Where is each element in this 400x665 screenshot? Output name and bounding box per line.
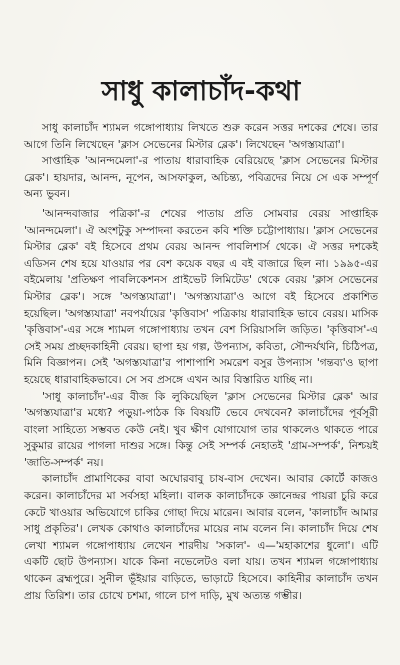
page-title: সাধু কালাচাঁদ-কথা: [101, 76, 301, 107]
page-body: [24, 120, 378, 604]
paragraph: 'আনন্দবাজার পত্রিকা'-র শেষের পাতায় প্রতি সোমবার বেরয় সাপ্তাহিক 'আনন্দমেলা'। ঐ অংশটুকু সম্পাদনা করতেন কবি শক্তি চট্টোপাধ্যায়। 'ক্লাস সেভেনের মিস্টার ব্লেক' বই হিসেবে প্রথম বেরয় আনন্দ পাবলিশার্স থেকে। ঐ সত্তর দশকেই এডিসন শেষ হয়ে যাওয়ার পর বেশ কয়েক বছর এ বই বাজারে ছিল না। ১৯৯৫-এর বইমেলায় 'প্রতিক্ষণ পাবলিকেশনস প্রাইভেট লিমিটেড' থেকে বেরয় 'ক্লাস সেভেনের মিস্টার ব্লেক'। সঙ্গে 'অগস্ত্যযাত্রা'। 'অগস্ত্যযাত্রা'ও আগে বই হিসেবে প্রকাশিত হয়েছিল। 'অগস্ত্যযাত্রা' নবপর্যায়ের 'কৃত্তিবাস' পত্রিকায় ধারাবাহিক ভাবে বেরয়। মাসিক 'কৃত্তিবাস'-এর সঙ্গে শ্যামল গঙ্গোপাধ্যায় তখন বেশ সিরিয়াসলি জড়িত। 'কৃত্তিবাস'-এ সেই সময় প্রচ্ছদকাহিনী বেরয়। ছাপা হয় গল্প, উপন্যাস, কবিতা, সৌন্দর্যখনি, চিঠিপত্র, মিনি বিজ্ঞাপন। সেই 'অগস্ত্যযাত্রা'র পাশাপাশি সমরেশ বসুর উপন্যাস 'গন্তব্য'ও ছাপা হয়েছে ধারাবাহিকভাবে। সে সব প্রসঙ্গে এখন আর বিস্তারিত যাচ্ছি না।: [24, 207, 378, 386]
paragraph: সাপ্তাহিক 'আনন্দমেলা'-র পাতায় ধারাবাহিক বেরিয়েছে 'ক্লাস সেভেনের মিস্টার ব্লেক'। হায়দার, আনন্দ, নূপেন, আসফাকুল, অচিন্ত্য, পবিত্রদের নিয়ে সে এক সম্পূর্ণ অন্য ভুবন।: [24, 155, 378, 201]
paragraph: কালাচাঁদ প্রামাণিকের বাবা অঘোরবাবু চাষ-বাস দেখেন। আবার কোর্টে কাজও করেন। কালাচাঁদের মা সর্বসহা মহিলা। বালক কালাচাঁদকে জ্ঞানেন্দ্রর পায়রা চুরি করে কেটে খাওয়ার অভিযোগে চাকির গোছা দিয়ে মারেন। আবার বলেন, 'কালাচাঁদ আমার সাধু প্রকৃতির'। লেখক কোথাও কালাচাঁদের মায়ের নাম বলেন নি। কালাচাঁদ দিয়ে শেষ লেখা শ্যামল গঙ্গোপাধ্যায় লেখেন শারদীয় 'সকাল'- এ—'মহাকাশের ধুলো'। এটি একটি ছোট উপন্যাস। যাকে কিনা নভেলেটও বলা যায়। তখন শ্যামল গঙ্গোপাধ্যায় থাকেন ব্রহ্মপুরে। সুনীল ভূঁইয়ার বাড়িতে, ভাড়াটে হিসেবে। কাহিনীর কালাচাঁদ তখন প্রায় তিরিশ। তার চোখে চশমা, গালে চাপ দাড়ি, মুখ অত্যন্ত গম্ভীর।: [24, 473, 378, 602]
paragraph: সাধু কালাচাঁদ শ্যামল গঙ্গোপাধ্যায় লিখতে শুরু করেন সত্তর দশকের শেষে। তার আগে তিনি লিখেছেন 'ক্লাস সেভেনের মিস্টার ব্লেক'। লিখেছেন 'অগস্ত্যযাত্রা'।: [24, 122, 378, 151]
paragraph: 'সাধু কালাচাঁদ'-এর বীজ কি লুকিয়েছিল 'ক্লাস সেভেনের মিস্টার ব্লেক' আর 'অগস্ত্যযাত্রা'র মধ্যে? পড়ুয়া-পাঠক কি বিষয়টি ভেবে দেখবেন? কালাচাঁদের পূর্বসূরী বাংলা সাহিত্যে সম্ভবত কেউ নেই। খুব ক্ষীণ যোগাযোগ তার থাকলেও থাকতে পারে সুকুমার রায়ের পাগলা দাশুর সঙ্গে। কিন্তু সেই সম্পর্ক নেহাতই 'গ্রাম-সম্পর্ক', নিশ্চয়ই 'জাতি-সম্পর্ক' নয়।: [24, 390, 378, 469]
